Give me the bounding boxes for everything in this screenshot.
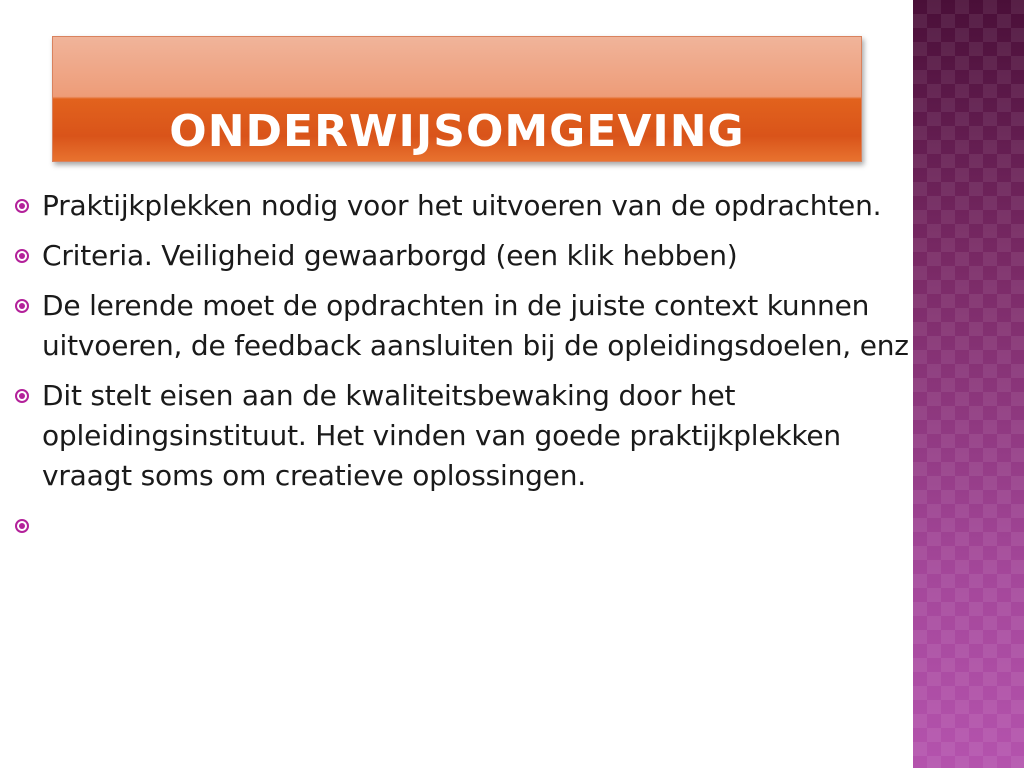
slide-title: ONDERWIJSOMGEVING xyxy=(169,106,745,157)
circled-dot-icon xyxy=(15,249,29,263)
bullet-text: Dit stelt eisen aan de kwaliteitsbewaking door het opleidingsinstituut. Het vinden van goede praktijkplekken vraagt soms om creatieve oplossingen. xyxy=(42,379,841,492)
bullet-item xyxy=(12,286,912,366)
circled-dot-icon xyxy=(15,389,29,403)
bullet-text: Praktijkplekken nodig voor het uitvoeren van de opdrachten. xyxy=(42,189,882,222)
bullet-list xyxy=(12,186,912,556)
bullet-item xyxy=(12,186,912,226)
bullet-item xyxy=(12,236,912,276)
decorative-side-band xyxy=(913,0,1024,768)
bullet-text: De lerende moet de opdrachten in de juiste context kunnen uitvoeren, de feedback aansluiten bij de opleidingsdoelen, enz xyxy=(42,289,909,362)
circled-dot-icon xyxy=(15,519,29,533)
bullet-item-empty xyxy=(12,506,912,546)
circled-dot-icon xyxy=(15,199,29,213)
title-banner xyxy=(52,36,862,162)
circled-dot-icon xyxy=(15,299,29,313)
bullet-item xyxy=(12,376,912,496)
bullet-text: Criteria. Veiligheid gewaarborgd (een klik hebben) xyxy=(42,239,738,272)
